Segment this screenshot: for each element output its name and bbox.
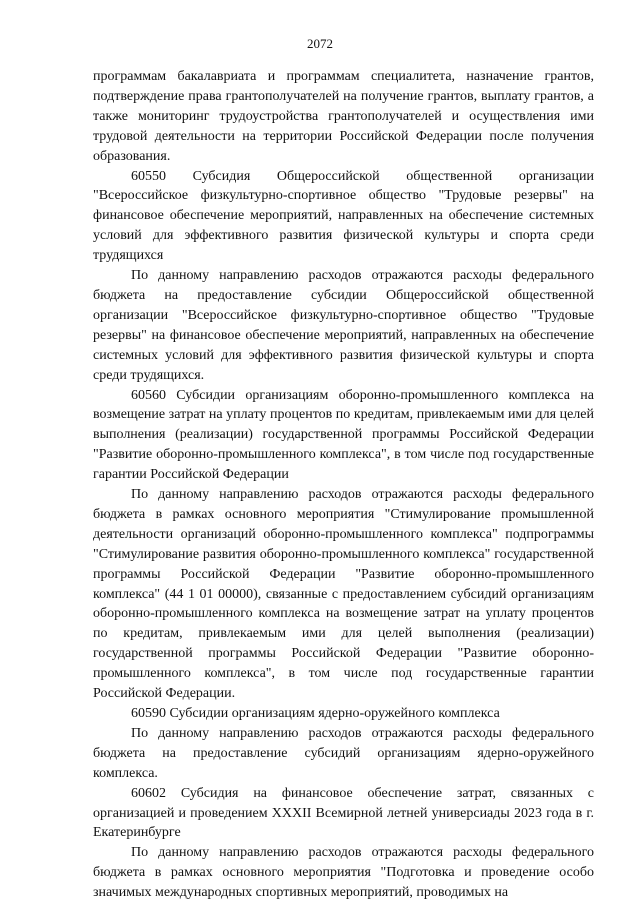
- paragraph-60550-description: По данному направлению расходов отражаются расходы федерального бюджета на предоставление субсидии Общероссийской общественной организации "Всероссийское физкультурно-спортивное общество "Трудовые резервы" на финансовое обеспечение мероприятий, направленных на обеспечение системных условий для эффективного развития физической культуры и спорта среди трудящихся.: [93, 268, 594, 383]
- document-body: [93, 67, 594, 903]
- heading-60590: 60590 Субсидии организациям ядерно-оружейного комплекса: [131, 706, 500, 721]
- paragraph-60602-description: По данному направлению расходов отражаются расходы федерального бюджета в рамках основного мероприятия "Подготовка и проведение особо значимых международных спортивных мероприятий, проводимых на: [93, 845, 594, 901]
- page-number: 2072: [307, 36, 333, 51]
- paragraph-60590-description: По данному направлению расходов отражаются расходы федерального бюджета на предоставление субсидий организациям ядерно-оружейного комплекса.: [93, 725, 594, 781]
- heading-60560: 60560 Субсидии организациям оборонно-промышленного комплекса на возмещение затрат на уплату процентов по кредитам, привлекаемым ими для целей выполнения (реализации) государственной программы Российской Федерации "Развитие оборонно-промышленного комплекса", в том числе под государственные гарантии Российской Федерации: [93, 387, 594, 483]
- heading-60550: 60550 Субсидия Общероссийской общественной организации "Всероссийское физкультурно-спортивное общество "Трудовые резервы" на финансовое обеспечение мероприятий, направленных на обеспечение системных условий для эффективного развития физической культуры и спорта среди трудящихся: [93, 168, 594, 264]
- heading-60602: 60602 Субсидия на финансовое обеспечение затрат, связанных с организацией и проведением XXXII Всемирной летней универсиады 2023 года в г. Екатеринбурге: [93, 785, 594, 841]
- paragraph-60560-description: По данному направлению расходов отражаются расходы федерального бюджета в рамках основного мероприятия "Стимулирование промышленной деятельности организаций оборонно-промышленного комплекса" подпрограммы "Стимулирование развития оборонно-промышленного комплекса" государственной программы Российской Федерации "Развитие оборонно-промышленного комплекса" (44 1 01 00000), связанные с предоставлением субсидий организациям оборонно-промышленного комплекса на возмещение затрат на уплату процентов по кредитам, привлекаемым ими для целей выполнения (реализации) государственной программы Российской Федерации "Развитие оборонно-промышленного комплекса", в том числе под государственные гарантии Российской Федерации.: [93, 487, 594, 702]
- paragraph-continuation: программам бакалавриата и программам специалитета, назначение грантов, подтверждение права грантополучателей на получение грантов, выплату грантов, а также мониторинг трудоустройства грантополучателей и осуществления ими трудовой деятельности на территории Российской Федерации после получения образования.: [93, 69, 594, 164]
